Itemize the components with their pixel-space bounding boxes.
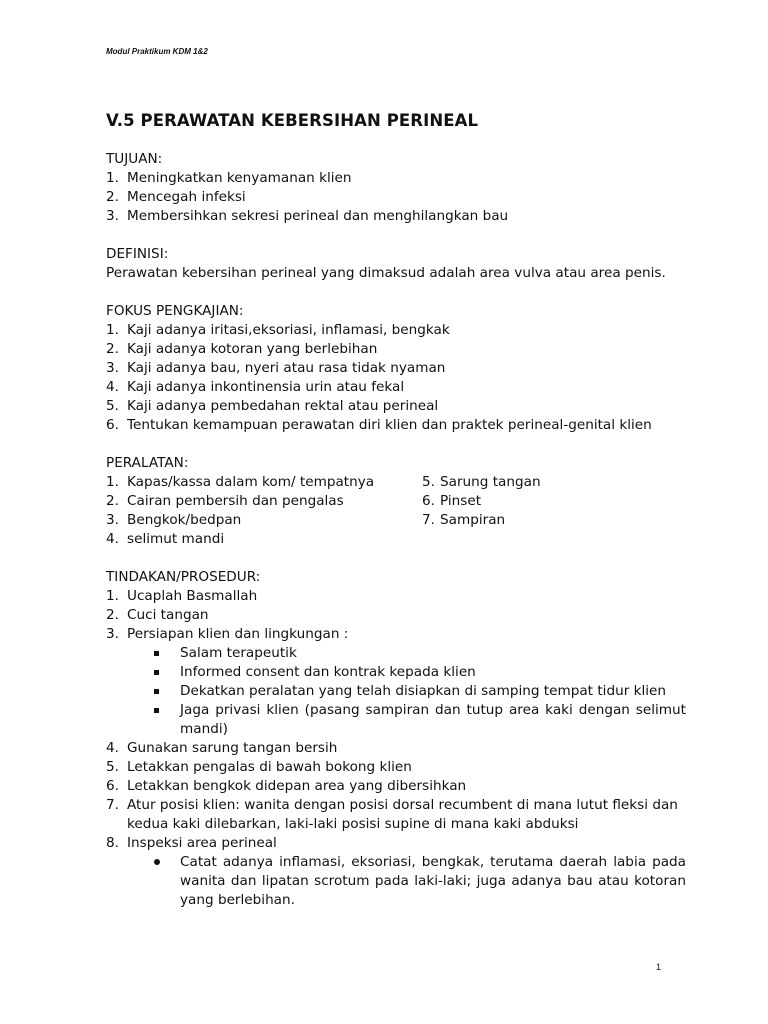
list-item — [106, 397, 686, 416]
item-text: Meningkatkan kenyamanan klien — [127, 170, 352, 186]
square-bullet-icon — [154, 651, 159, 656]
item-text: selimut mandi — [127, 531, 225, 547]
list-item — [106, 473, 406, 492]
item-number: 6. — [106, 417, 119, 433]
list-item — [106, 340, 686, 359]
section-tindakan-prosedur — [106, 568, 686, 910]
list-item — [106, 416, 686, 435]
item-text: Atur posisi klien: wanita dengan posisi dorsal recumbent di mana lutut fleksi dan kedua kaki dilebarkan, laki-laki posisi supine di mana kaki abduksi — [127, 797, 678, 832]
item-number: 2. — [106, 341, 119, 357]
list-item — [106, 796, 686, 834]
sublist-item — [154, 853, 686, 910]
list-item — [106, 739, 686, 758]
document-body — [106, 150, 686, 929]
item-number: 1. — [106, 588, 119, 604]
item-number: 4. — [106, 740, 119, 756]
item-text: Sampiran — [440, 512, 506, 528]
section-peralatan — [106, 454, 686, 549]
item-number: 5. — [422, 474, 435, 490]
item-number: 1. — [106, 474, 119, 490]
persiapan-sublist — [127, 644, 686, 739]
list-item — [106, 530, 406, 549]
item-number: 7. — [422, 512, 435, 528]
item-number: 1. — [106, 170, 119, 186]
square-bullet-icon — [154, 689, 159, 694]
sublist-item-text: Catat adanya inflamasi, eksoriasi, bengkak, terutama daerah labia pada wanita dan lipatan scrotum pada laki-laki; juga adanya bau atau kotoran yang berlebihan. — [180, 854, 686, 908]
item-number: 6. — [422, 493, 435, 509]
square-bullet-icon — [154, 670, 159, 675]
section-heading-tujuan: TUJUAN: — [106, 151, 163, 167]
item-number: 5. — [106, 759, 119, 775]
round-bullet-icon — [154, 859, 160, 865]
section-heading-peralatan: PERALATAN: — [106, 455, 189, 471]
item-text: Kaji adanya iritasi,eksoriasi, inflamasi, bengkak — [127, 322, 450, 338]
item-number: 3. — [106, 360, 119, 376]
sublist-item — [154, 644, 686, 663]
inspeksi-sublist — [127, 853, 686, 910]
peralatan-columns — [106, 473, 686, 549]
sublist-item-text: Salam terapeutik — [180, 645, 297, 661]
list-item — [106, 758, 686, 777]
item-text: Letakkan pengalas di bawah bokong klien — [127, 759, 412, 775]
item-text: Kaji adanya bau, nyeri atau rasa tidak nyaman — [127, 360, 446, 376]
list-item — [106, 321, 686, 340]
item-number: 3. — [106, 512, 119, 528]
item-text: Inspeksi area perineal — [127, 835, 277, 851]
item-number: 2. — [106, 493, 119, 509]
page-title: V.5 PERAWATAN KEBERSIHAN PERINEAL — [106, 111, 479, 130]
section-heading-tindakan: TINDAKAN/PROSEDUR: — [106, 569, 261, 585]
sublist-item-text: Jaga privasi klien (pasang sampiran dan tutup area kaki dengan selimut mandi) — [180, 702, 686, 737]
list-item — [422, 511, 622, 530]
tindakan-list — [106, 587, 686, 910]
item-text: Sarung tangan — [440, 474, 541, 490]
section-heading-fokus: FOKUS PENGKAJIAN: — [106, 303, 244, 319]
list-item — [106, 834, 686, 910]
item-text: Kaji adanya pembedahan rektal atau perineal — [127, 398, 439, 414]
item-number: 8. — [106, 835, 119, 851]
running-header: Modul Praktikum KDM 1&2 — [106, 47, 208, 56]
item-number: 5. — [106, 398, 119, 414]
item-text: Cuci tangan — [127, 607, 209, 623]
section-fokus-pengkajian — [106, 302, 686, 435]
item-text: Pinset — [440, 493, 482, 509]
tujuan-list — [106, 169, 686, 226]
list-item — [106, 625, 686, 739]
list-item — [422, 473, 622, 492]
item-number: 1. — [106, 322, 119, 338]
item-number: 3. — [106, 208, 119, 224]
item-text: Kaji adanya inkontinensia urin atau fekal — [127, 379, 405, 395]
sublist-item-text: Dekatkan peralatan yang telah disiapkan di samping tempat tidur klien — [180, 683, 667, 699]
item-number: 2. — [106, 607, 119, 623]
peralatan-list-left — [106, 473, 406, 549]
peralatan-list-right — [422, 473, 622, 530]
list-item — [106, 587, 686, 606]
sublist-item — [154, 701, 686, 739]
list-item — [106, 606, 686, 625]
item-text: Kaji adanya kotoran yang berlebihan — [127, 341, 378, 357]
item-number: 4. — [106, 379, 119, 395]
list-item — [106, 777, 686, 796]
item-text: Membersihkan sekresi perineal dan menghilangkan bau — [127, 208, 509, 224]
list-item — [106, 169, 686, 188]
item-text: Bengkok/bedpan — [127, 512, 242, 528]
list-item — [106, 511, 406, 530]
list-item — [422, 492, 622, 511]
list-item — [106, 359, 686, 378]
item-text: Letakkan bengkok didepan area yang dibersihkan — [127, 778, 467, 794]
section-definisi — [106, 245, 686, 283]
page-number: 1 — [656, 962, 662, 972]
item-text: Ucaplah Basmallah — [127, 588, 258, 604]
item-text: Tentukan kemampuan perawatan diri klien dan praktek perineal-genital klien — [127, 417, 652, 433]
square-bullet-icon — [154, 708, 159, 713]
item-number: 7. — [106, 797, 119, 813]
sublist-item — [154, 663, 686, 682]
item-text: Persiapan klien dan lingkungan : — [127, 626, 349, 642]
section-heading-definisi: DEFINISI: — [106, 246, 169, 262]
list-item — [106, 188, 686, 207]
item-number: 2. — [106, 189, 119, 205]
item-text: Cairan pembersih dan pengalas — [127, 493, 344, 509]
item-text: Mencegah infeksi — [127, 189, 246, 205]
sublist-item-text: Informed consent dan kontrak kepada klien — [180, 664, 476, 680]
item-number: 3. — [106, 626, 119, 642]
item-text: Kapas/kassa dalam kom/ tempatnya — [127, 474, 375, 490]
list-item — [106, 492, 406, 511]
section-tujuan — [106, 150, 686, 226]
list-item — [106, 378, 686, 397]
list-item — [106, 207, 686, 226]
definisi-text: Perawatan kebersihan perineal yang dimaksud adalah area vulva atau area penis. — [106, 265, 666, 281]
item-number: 4. — [106, 531, 119, 547]
fokus-list — [106, 321, 686, 435]
item-number: 6. — [106, 778, 119, 794]
sublist-item — [154, 682, 686, 701]
item-text: Gunakan sarung tangan bersih — [127, 740, 338, 756]
